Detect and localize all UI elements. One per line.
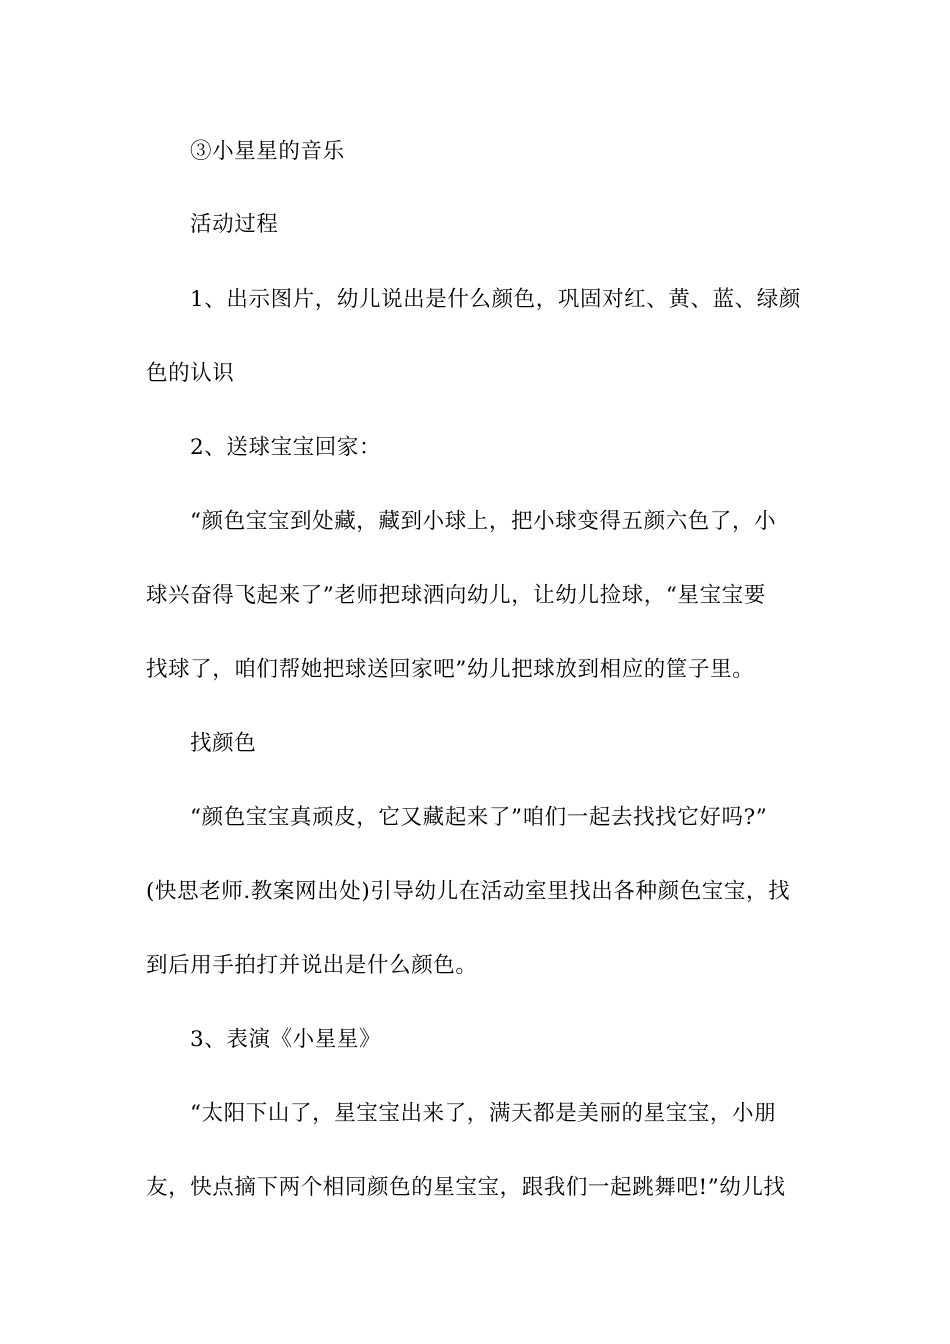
section-title-music: ③小星星的音乐 [190, 139, 345, 164]
heading-activity-process: 活动过程 [190, 212, 279, 237]
paragraph-line: “太阳下山了，星宝宝出来了，满天都是美丽的星宝宝，小朋 [190, 1101, 777, 1126]
paragraph-line: “颜色宝宝到处藏，藏到小球上，把小球变得五颜六色了，小 [190, 509, 777, 534]
subheading-find-colors: 找颜色 [190, 731, 257, 756]
paragraph-line: 色的认识 [146, 361, 235, 386]
paragraph-line: 到后用手拍打并说出是什么颜色。 [146, 953, 478, 978]
paragraph-line: 1、出示图片，幼儿说出是什么颜色，巩固对红、黄、蓝、绿颜 [190, 287, 801, 312]
paragraph-line: 2、送球宝宝回家： [190, 435, 382, 460]
paragraph-line: 3、表演《小星星》 [190, 1027, 382, 1052]
paragraph-line: 找球了，咱们帮她把球送回家吧”幼儿把球放到相应的筐子里。 [146, 657, 755, 682]
paragraph-line: 友，快点摘下两个相同颜色的星宝宝，跟我们一起跳舞吧!”幼儿找 [146, 1175, 786, 1200]
paragraph-line: “颜色宝宝真顽皮，它又藏起来了”咱们一起去找找它好吗?” [190, 805, 768, 830]
paragraph-line: 球兴奋得飞起来了”老师把球洒向幼儿，让幼儿捡球，“星宝宝要 [146, 583, 766, 608]
paragraph-line: (快思老师.教案网出处)引导幼儿在活动室里找出各种颜色宝宝，找 [146, 879, 791, 904]
